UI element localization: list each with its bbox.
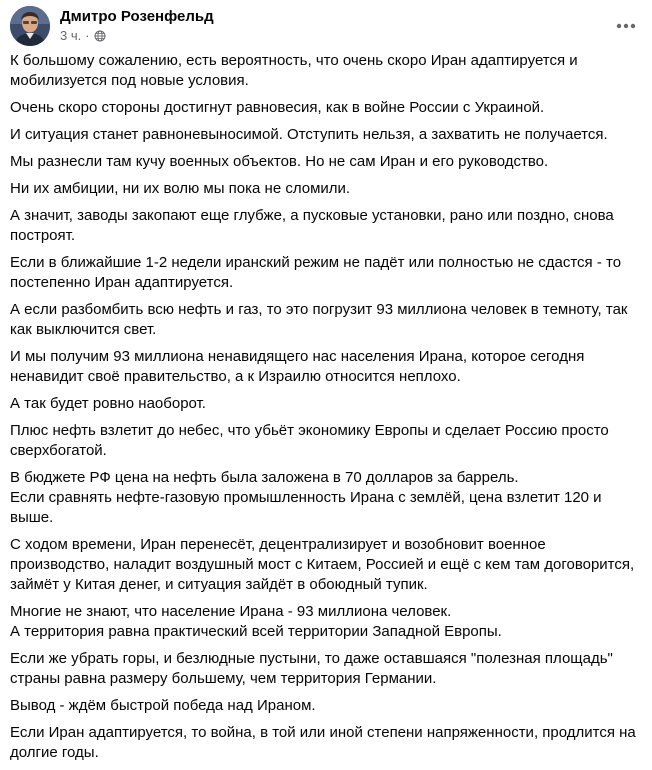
more-horizontal-icon: [616, 23, 636, 29]
meta-separator: ·: [85, 28, 90, 43]
post-paragraph: Если Иран адаптируется, то война, в той или иной степени напряженности, продлится на долгие годы.: [10, 724, 636, 761]
post-paragraph: Очень скоро стороны достигнут равновесия, как в войне России с Украиной.: [10, 99, 545, 116]
avatar-image: [10, 6, 50, 46]
post-paragraph: Если же убрать горы, и безлюдные пустыни, то даже оставшаяся "полезная площадь" страны равна размеру большему, чем территория Германии.: [10, 650, 613, 687]
post-paragraph: С ходом времени, Иран перенесёт, децентрализирует и возобновит военное производство, наладит воздушный мост с Китаем, Россией и ещё с кем там договорится, займёт у Китая денег, и ситуация зайдёт в обоюдный тупик.: [10, 536, 635, 593]
post-paragraph: [10, 468, 638, 528]
post-timestamp[interactable]: 3 ч.: [60, 28, 82, 43]
globe-icon[interactable]: [94, 30, 106, 46]
post-meta: [60, 28, 106, 44]
post-paragraph: К большому сожалению, есть вероятность, что очень скоро Иран адаптируется и мобилизуется под новые условия.: [10, 52, 578, 89]
post-paragraph: А значит, заводы закопают еще глубже, а пусковые установки, рано или поздно, снова построят.: [10, 207, 614, 244]
avatar[interactable]: [10, 6, 50, 46]
post-text: [10, 51, 638, 770]
post-paragraph: Мы разнесли там кучу военных объектов. Но не сам Иран и его руководство.: [10, 153, 549, 170]
more-options-button[interactable]: [612, 12, 640, 40]
post-line: Если сравнять нефте-газовую промышленность Ирана с землёй, цена взлетит 120 и выше.: [10, 489, 602, 526]
post-header: [10, 6, 642, 46]
post-line: А территория равна практический всей территории Западной Европы.: [10, 623, 502, 640]
post-line: В бюджете РФ цена на нефть была заложена в 70 долларов за баррель.: [10, 469, 519, 486]
post-line: Многие не знают, что население Ирана - 93 миллиона человек.: [10, 603, 452, 620]
post-paragraph: Плюс нефть взлетит до небес, что убьёт экономику Европы и сделает Россию просто сверхбогатой.: [10, 422, 609, 459]
post-paragraph: И ситуация станет равноневыносимой. Отступить нельзя, а захватить не получается.: [10, 126, 608, 143]
post-paragraph: Вывод - ждём быстрой победа над Ираном.: [10, 697, 316, 714]
post-paragraph: Ни их амбиции, ни их волю мы пока не сломили.: [10, 180, 351, 197]
post-paragraph: Если в ближайшие 1-2 недели иранский режим не падёт или полностью не сдастся - то постепенно Иран адаптируется.: [10, 254, 622, 291]
post-paragraph: И мы получим 93 миллиона ненавидящего нас населения Ирана, которое сегодня ненавидит своё правительство, а к Израилю относится неплохо.: [10, 348, 585, 385]
author-name[interactable]: Дмитро Розенфельд: [60, 8, 214, 25]
post-paragraph: А так будет ровно наоборот.: [10, 395, 206, 412]
post-paragraph: А если разбомбить всю нефть и газ, то это погрузит 93 миллиона человек в темноту, так как выключится свет.: [10, 301, 628, 338]
post-paragraph: [10, 602, 638, 642]
